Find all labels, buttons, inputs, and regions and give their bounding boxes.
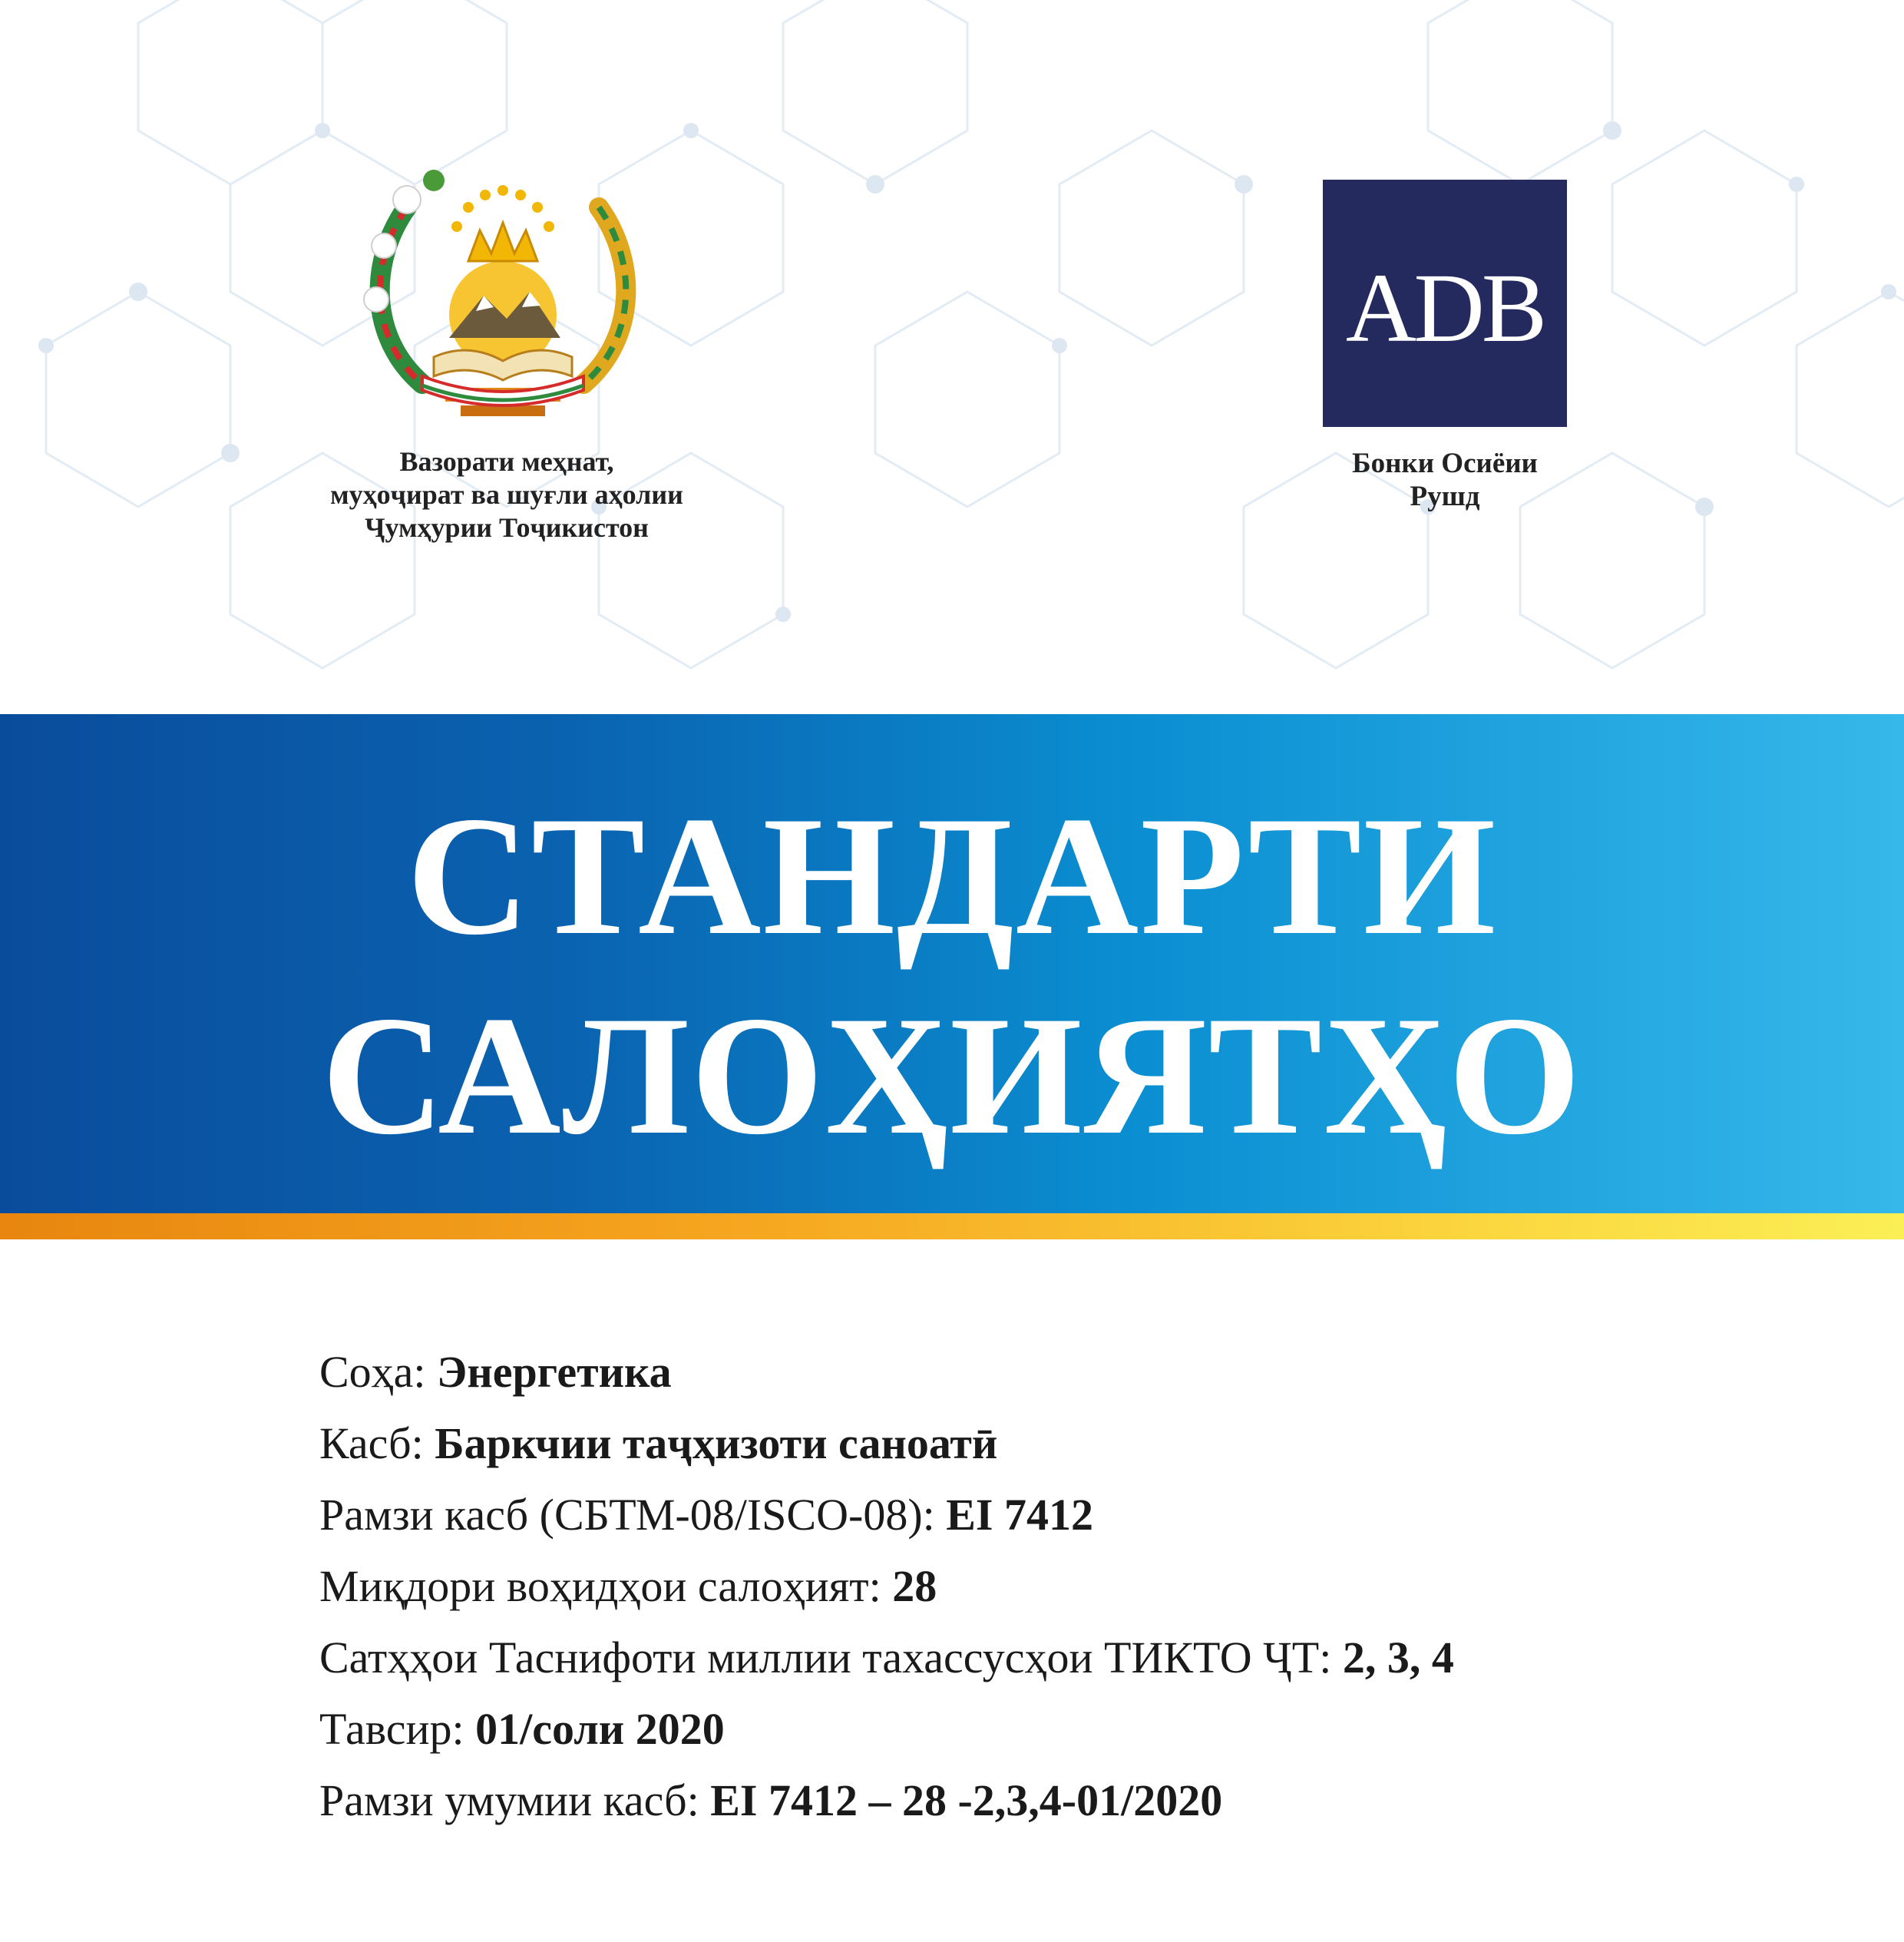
info-label: Тавсир: (319, 1704, 476, 1754)
hexagon-network-background (0, 0, 1904, 714)
info-row-occupation-code (319, 1479, 1454, 1550)
adb-caption (1251, 447, 1638, 513)
ministry-name-line-3: Ҷумҳурии Тоҷикистон (365, 512, 649, 543)
info-label: Соҳа: (319, 1347, 438, 1397)
info-row-general-code (319, 1765, 1454, 1836)
title-line-1: СТАНДАРТИ (406, 782, 1498, 971)
tajikistan-emblem-logo (353, 146, 653, 438)
info-row-edition (319, 1693, 1454, 1765)
info-label: Сатҳҳои Таснифоти миллии тахассусҳои ТИКТО ҶТ: (319, 1633, 1343, 1682)
info-value: 28 (892, 1561, 937, 1611)
title-line-2: САЛОҲИЯТҲО (321, 981, 1583, 1170)
info-value: 01/соли 2020 (475, 1704, 725, 1754)
info-label: Касб: (319, 1418, 435, 1468)
adb-logo-text: ADB (1345, 253, 1545, 362)
info-row-field (319, 1336, 1454, 1408)
info-label: Рамзи касб (СБТМ-08/ISCO-08): (319, 1490, 947, 1540)
info-label: Миқдори воҳидҳои салоҳият: (319, 1561, 893, 1611)
adb-caption-line-2: Рушд (1410, 481, 1480, 512)
info-list (319, 1336, 1454, 1836)
info-value: EI 7412 – 28 -2,3,4-01/2020 (710, 1775, 1223, 1825)
ministry-name-line-2: муҳоҷират ва шуғли аҳолии (330, 479, 683, 510)
ministry-name (230, 445, 783, 544)
info-row-competency-units (319, 1550, 1454, 1622)
info-row-qualification-levels (319, 1622, 1454, 1693)
ministry-name-line-1: Вазорати меҳнат, (399, 446, 614, 477)
adb-caption-line-1: Бонки Осиёии (1352, 448, 1538, 479)
adb-logo (1323, 180, 1567, 427)
info-label: Рамзи умумии касб: (319, 1775, 711, 1825)
accent-stripe (0, 1213, 1904, 1239)
info-value: Баркчии таҷҳизоти саноатӣ (435, 1418, 998, 1468)
info-value: EI 7412 (946, 1490, 1094, 1540)
info-row-occupation (319, 1408, 1454, 1479)
info-value: 2, 3, 4 (1342, 1633, 1454, 1682)
info-value: Энергетика (437, 1347, 672, 1397)
